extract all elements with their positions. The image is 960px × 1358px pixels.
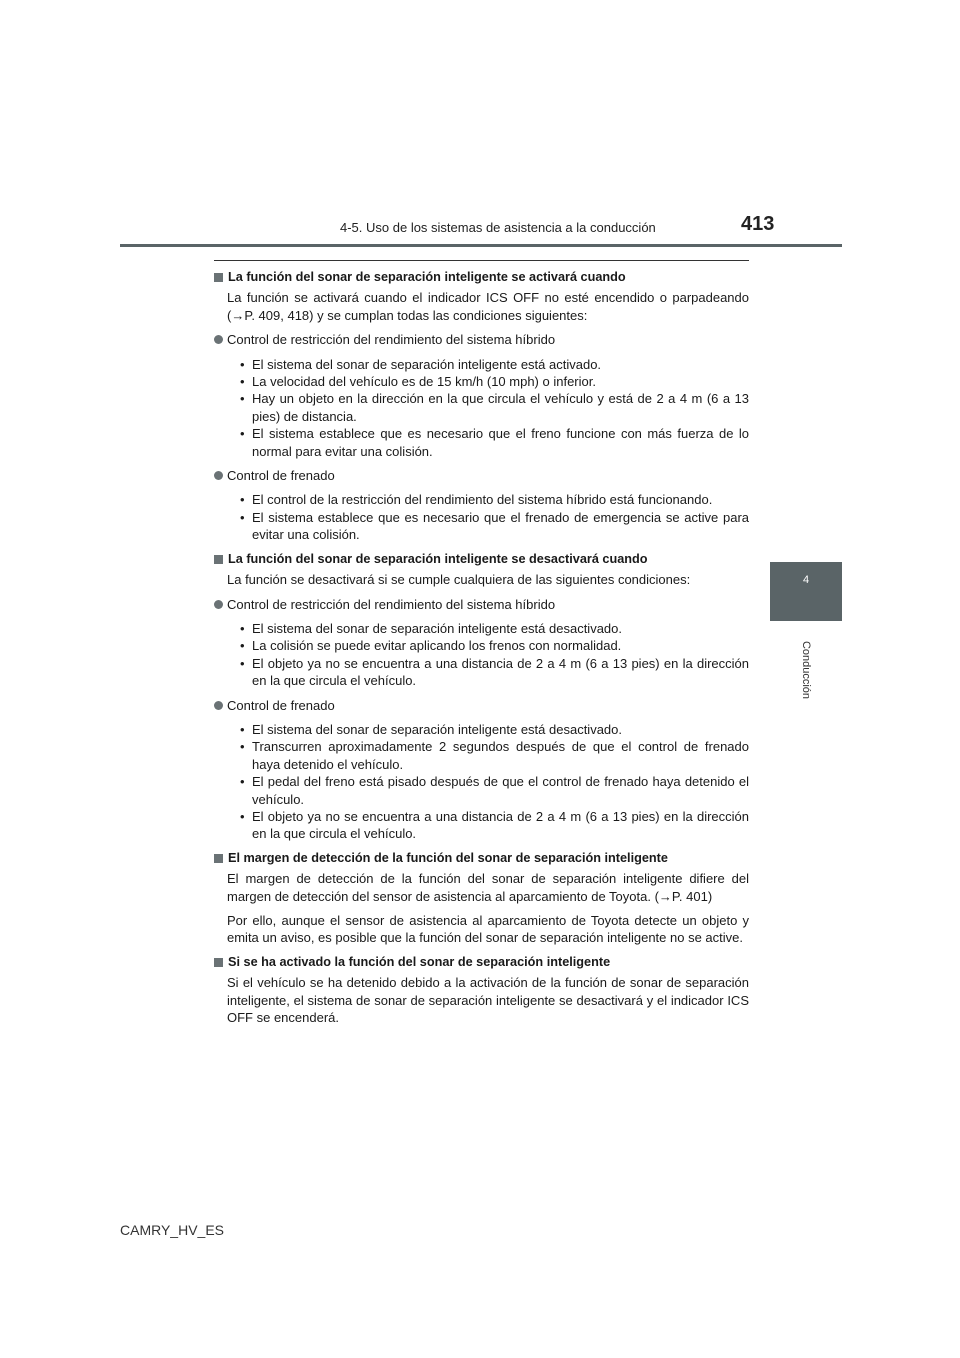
section-intro: La función se desactivará si se cumple cualquiera de las siguientes condiciones: bbox=[227, 572, 691, 588]
condition-group-title bbox=[214, 596, 749, 613]
circle-bullet-icon bbox=[214, 701, 223, 710]
page-content bbox=[214, 269, 749, 1033]
circle-bullet-icon bbox=[214, 600, 223, 609]
content-divider bbox=[214, 260, 749, 261]
body-paragraph: Si el vehículo se ha detenido debido a la activación de la función de sonar de separación inteligente, el sistema de sonar de separación inteligente se desactivará y el indicador ICS OFF se encenderá. bbox=[227, 975, 749, 1026]
square-bullet-icon bbox=[214, 555, 223, 564]
list-item: • El sistema establece que es necesario que el frenado de emergencia se active para evitar una colisión. bbox=[214, 509, 749, 544]
condition-group-title-text: Control de frenado bbox=[227, 468, 335, 484]
condition-group-title bbox=[214, 467, 749, 484]
section-heading bbox=[214, 850, 749, 867]
body-paragraph: Por ello, aunque el sensor de asistencia al aparcamiento de Toyota detecte un objeto y emita un aviso, es posible que la función del sonar de separación inteligente no se active. bbox=[227, 913, 749, 946]
page-number: 413 bbox=[741, 213, 775, 235]
list-item: • El sistema del sonar de separación inteligente está desactivado. bbox=[214, 721, 749, 738]
section-heading bbox=[214, 269, 749, 286]
condition-list bbox=[214, 620, 749, 690]
section-heading-text: El margen de detección de la función del sonar de separación inteligente bbox=[228, 850, 668, 865]
list-item: • El sistema del sonar de separación inteligente está activado. bbox=[214, 356, 749, 373]
section-title: 4-5. Uso de los sistemas de asistencia a la conducción bbox=[340, 220, 656, 235]
section-heading-text: La función del sonar de separación inteligente se desactivará cuando bbox=[228, 551, 648, 566]
list-item: • El sistema del sonar de separación inteligente está desactivado. bbox=[214, 620, 749, 637]
chapter-label bbox=[760, 630, 852, 710]
list-item: • El pedal del freno está pisado después de que el control de frenado haya detenido el vehículo. bbox=[214, 773, 749, 808]
header-divider bbox=[120, 244, 842, 247]
square-bullet-icon bbox=[214, 958, 223, 967]
section-heading-text: La función del sonar de separación inteligente se activará cuando bbox=[228, 270, 626, 284]
list-item: • La colisión se puede evitar aplicando los frenos con normalidad. bbox=[214, 637, 749, 654]
condition-list bbox=[214, 356, 749, 460]
section-heading bbox=[214, 954, 749, 971]
list-item: • El objeto ya no se encuentra a una distancia de 2 a 4 m (6 a 13 pies) en la dirección en la que circula el vehículo. bbox=[214, 808, 749, 843]
section-heading bbox=[214, 551, 749, 568]
condition-group-title-text: Control de restricción del rendimiento del sistema híbrido bbox=[227, 332, 556, 348]
section-intro: La función se activará cuando el indicador ICS OFF no esté encendido o parpadeando (→P. 409, 418) y se cumplan todas las condiciones siguientes: bbox=[227, 290, 749, 323]
square-bullet-icon bbox=[214, 273, 223, 282]
circle-bullet-icon bbox=[214, 335, 223, 344]
model-code: CAMRY_HV_ES bbox=[120, 1222, 225, 1238]
condition-group-title-text: Control de restricción del rendimiento del sistema híbrido bbox=[227, 596, 556, 612]
condition-list bbox=[214, 721, 749, 843]
list-item: • El sistema establece que es necesario que el freno funcione con más fuerza de lo normal para evitar una colisión. bbox=[214, 425, 749, 460]
list-item: • La velocidad del vehículo es de 15 km/h (10 mph) o inferior. bbox=[214, 373, 749, 390]
body-paragraph: El margen de detección de la función del sonar de separación inteligente difiere del margen de detección del sensor de asistencia al aparcamiento de Toyota. (→P. 401) bbox=[227, 871, 749, 904]
list-item: • El control de la restricción del rendimiento del sistema híbrido está funcionando. bbox=[214, 491, 749, 508]
list-item: • Transcurren aproximadamente 2 segundos después de que el control de frenado haya detenido el vehículo. bbox=[214, 738, 749, 773]
list-item: • El objeto ya no se encuentra a una distancia de 2 a 4 m (6 a 13 pies) en la dirección en la que circula el vehículo. bbox=[214, 655, 749, 690]
condition-group-title bbox=[214, 697, 749, 714]
chapter-number: 4 bbox=[802, 574, 810, 586]
section-heading-text: Si se ha activado la función del sonar de separación inteligente bbox=[228, 954, 611, 969]
condition-list bbox=[214, 491, 749, 543]
condition-group-title bbox=[214, 331, 749, 348]
square-bullet-icon bbox=[214, 854, 223, 863]
chapter-tab bbox=[770, 562, 842, 621]
list-item: • Hay un objeto en la dirección en la que circula el vehículo y está de 2 a 4 m (6 a 13 pies) de distancia. bbox=[214, 390, 749, 425]
condition-group-title-text: Control de frenado bbox=[227, 697, 335, 713]
chapter-label-text: Conducción bbox=[800, 640, 812, 700]
circle-bullet-icon bbox=[214, 471, 223, 480]
